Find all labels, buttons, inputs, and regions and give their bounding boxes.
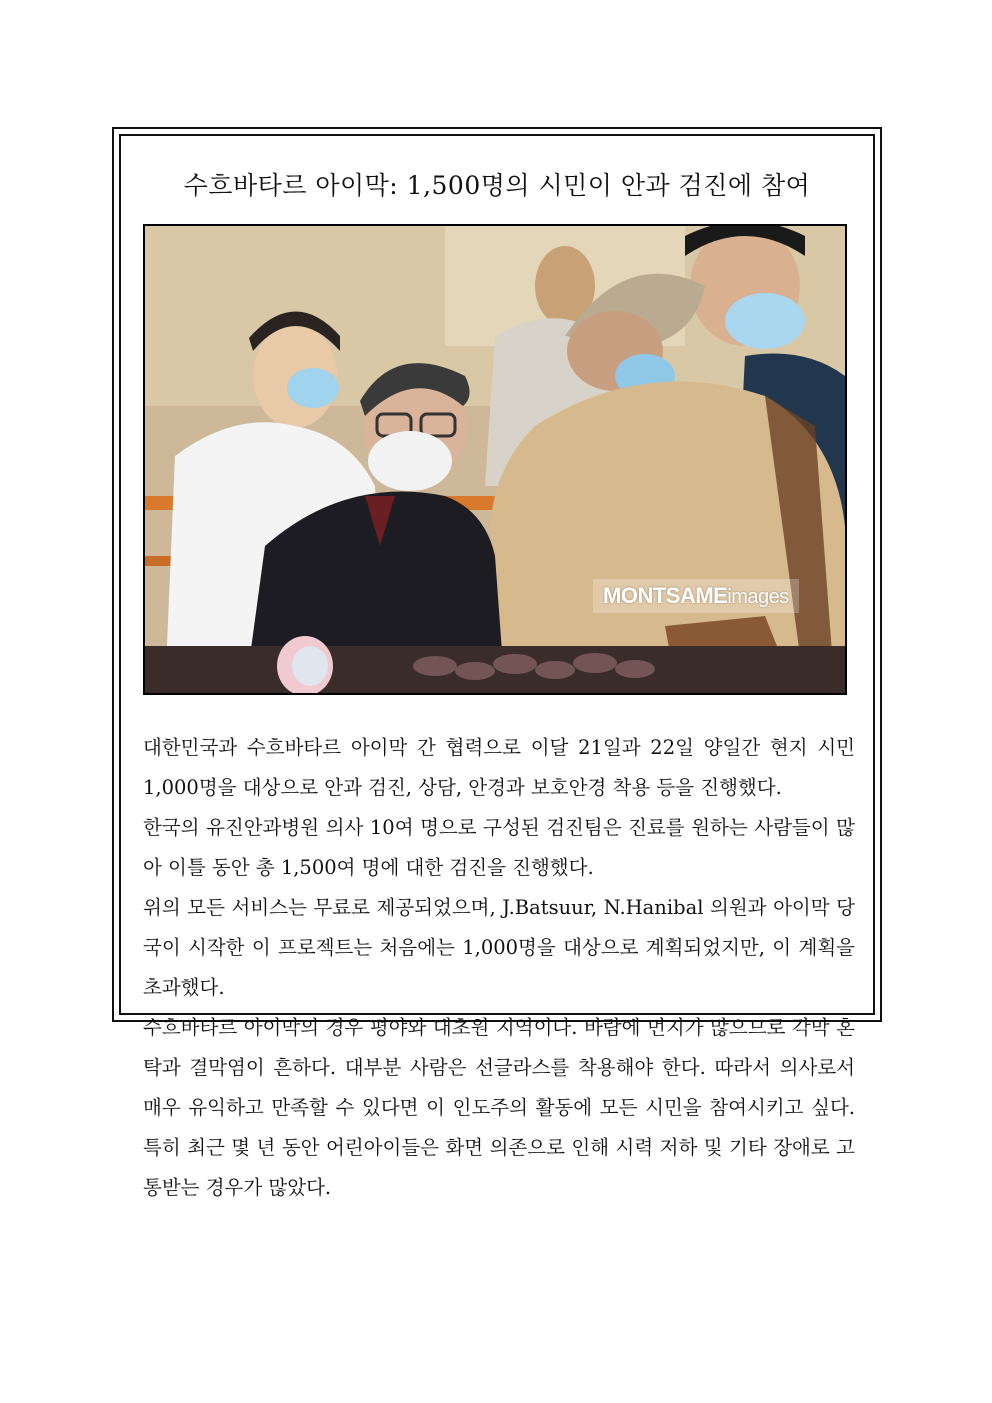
article-title: 수흐바타르 아이막: 1,500명의 시민이 안과 검진에 참여	[183, 171, 811, 200]
watermark-suffix: images	[727, 586, 789, 608]
article-body	[143, 728, 855, 1208]
article-paragraph: 대한민국과 수흐바타르 아이막 간 협력으로 이달 21일과 22일 양일간 현지 시민 1,000명을 대상으로 안과 검진, 상담, 안경과 보호안경 착용 등을 진행했다.	[143, 736, 855, 799]
article-paragraph: 한국의 유진안과병원 의사 10여 명으로 구성된 검진팀은 진료를 원하는 사람들이 많아 이틀 동안 총 1,500여 명에 대한 검진을 진행했다.	[143, 816, 855, 879]
article-photo	[143, 224, 847, 695]
document-inner-frame	[119, 134, 875, 1199]
article-paragraph: 수흐바타르 아이막의 경우 평야와 대초원 지역이다. 바람에 먼지가 많으므로 각막 혼탁과 결막염이 흔하다. 대부분 사람은 선글라스를 착용해야 한다. 따라서 의사로서 매우 유익하고 만족할 수 있다면 이 인도주의 활동에 모든 시민을 참여시키고 싶다. 특히 최근 몇 년 동안 어린아이들은 화면 의존으로 인해 시력 저하 및 기타 장애로 고통받는 경우가 많았다.	[143, 1016, 855, 1199]
photo-watermark	[593, 579, 799, 613]
article-paragraph: 위의 모든 서비스는 무료로 제공되었으며, J.Batsuur, N.Hanibal 의원과 아이막 당국이 시작한 이 프로젝트는 처음에는 1,000명을 대상으로 계획되었지만, 이 계획을 초과했다.	[143, 896, 855, 999]
document-frame	[112, 127, 882, 1199]
watermark-brand: MONTSAME	[603, 583, 728, 608]
photo-illustration	[145, 226, 845, 693]
